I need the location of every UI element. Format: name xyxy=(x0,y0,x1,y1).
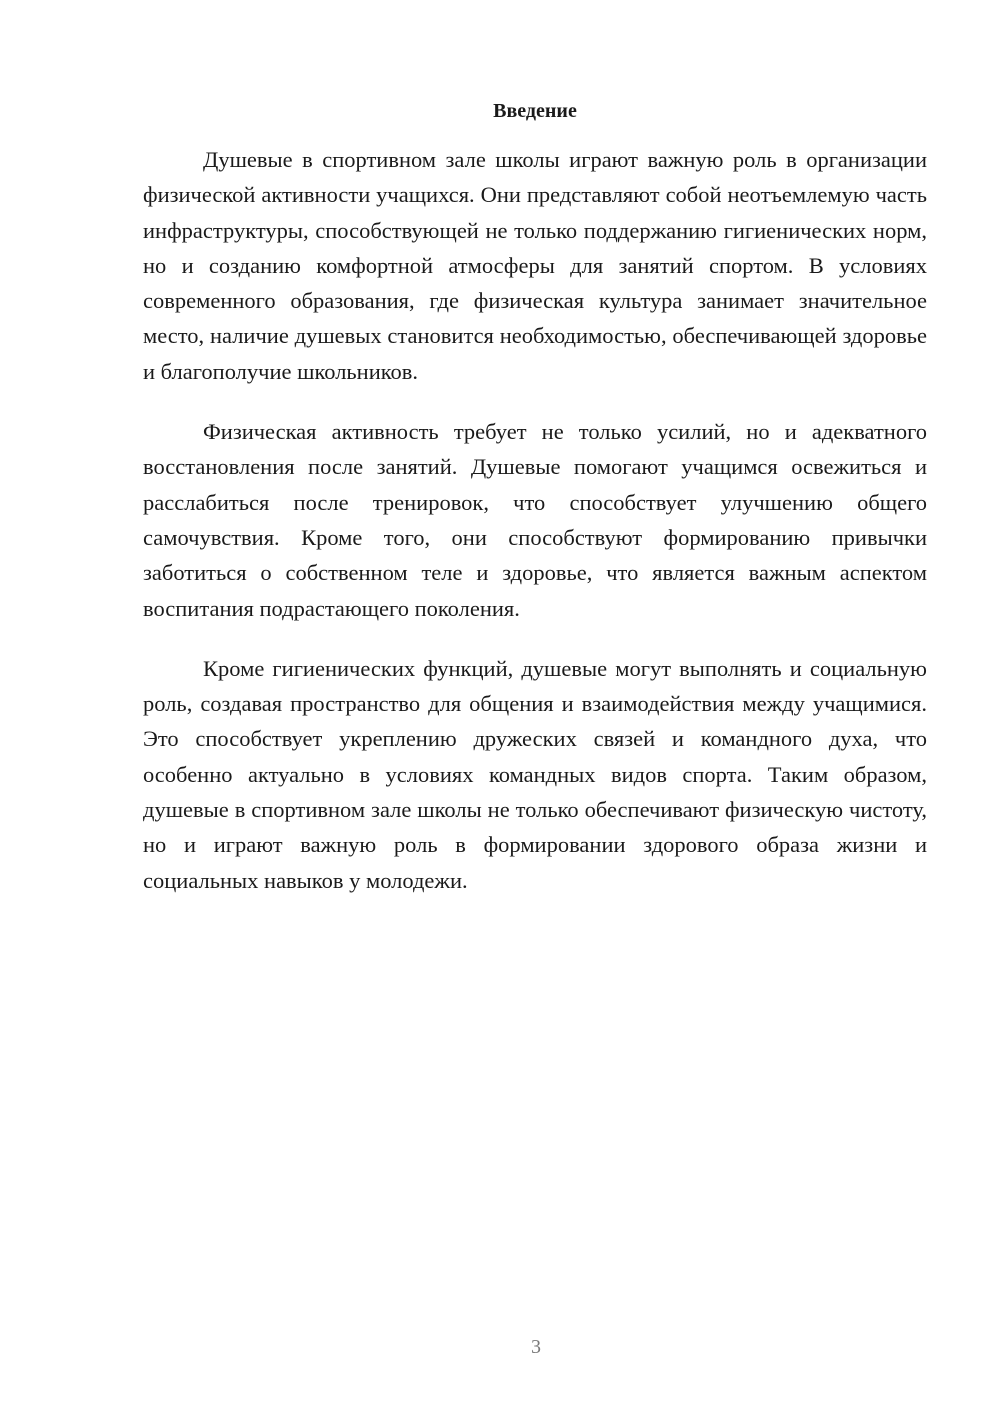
paragraph-1: Душевые в спортивном зале школы играют важную роль в организации физической активности учащихся. Они представляют собой неотъемлемую часть инфраструктуры, способствующей не только поддержанию гигиенических норм, но и созданию комфортной атмосферы для занятий спортом. В условиях современного образования, где физическая культура занимает значительное место, наличие душевых становится необходимостью, обеспечивающей здоровье и благополучие школьников. xyxy=(143,147,927,384)
paragraph-2: Физическая активность требует не только усилий, но и адекватного восстановления после занятий. Душевые помогают учащимся освежиться и расслабиться после тренировок, что способствует улучшению общего самочувствия. Кроме того, они способствуют формированию привычки заботиться о собственном теле и здоровье, что является важным аспектом воспитания подрастающего поколения. xyxy=(143,419,927,621)
paragraph-3: Кроме гигиенических функций, душевые могут выполнять и социальную роль, создавая пространство для общения и взаимодействия между учащимися. Это способствует укреплению дружеских связей и командного духа, что особенно актуально в условиях командных видов спорта. Таким образом, душевые в спортивном зале школы не только обеспечивают физическую чистоту, но и играют важную роль в формировании здорового образа жизни и социальных навыков у молодежи. xyxy=(143,655,927,893)
section-heading: Введение xyxy=(493,100,577,122)
body-text xyxy=(143,142,927,923)
page-number: 3 xyxy=(531,1336,541,1358)
